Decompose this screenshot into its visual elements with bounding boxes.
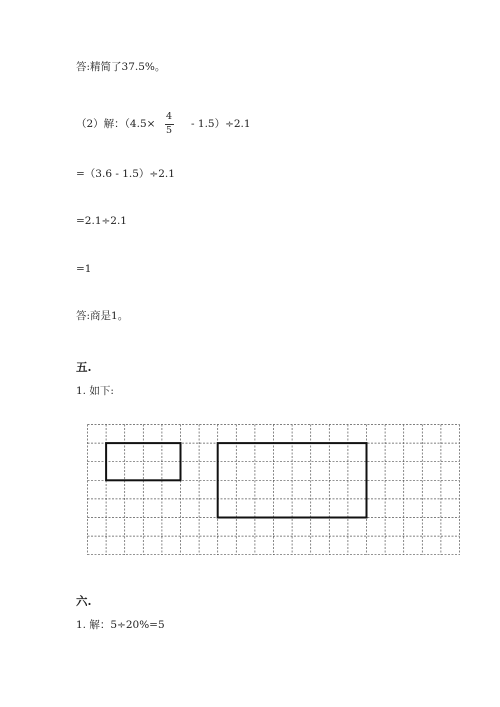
solution-step-2	[76, 117, 155, 131]
section-6-heading: 六.	[76, 594, 92, 608]
answer-percent: 答:精简了37.5%。	[76, 61, 166, 73]
step-2-prefix: （2）解：（4.5×	[76, 118, 156, 130]
step-2-suffix: - 1.5）÷2.1	[191, 118, 251, 130]
fraction-denominator: 5	[165, 125, 173, 136]
grid-figure	[86, 423, 461, 563]
section-5-item-1: 1. 如下:	[76, 385, 114, 397]
section-6-item-1: 1. 解：5÷20%=5	[76, 619, 165, 631]
solution-step-5: =1	[76, 263, 92, 275]
answer-quotient: 答:商是1。	[76, 310, 129, 322]
solution-step-4: =2.1÷2.1	[76, 215, 127, 227]
fraction-numerator: 4	[165, 111, 173, 122]
solution-step-3: =（3.6 - 1.5）÷2.1	[76, 168, 175, 180]
section-5-heading: 五.	[76, 360, 92, 374]
